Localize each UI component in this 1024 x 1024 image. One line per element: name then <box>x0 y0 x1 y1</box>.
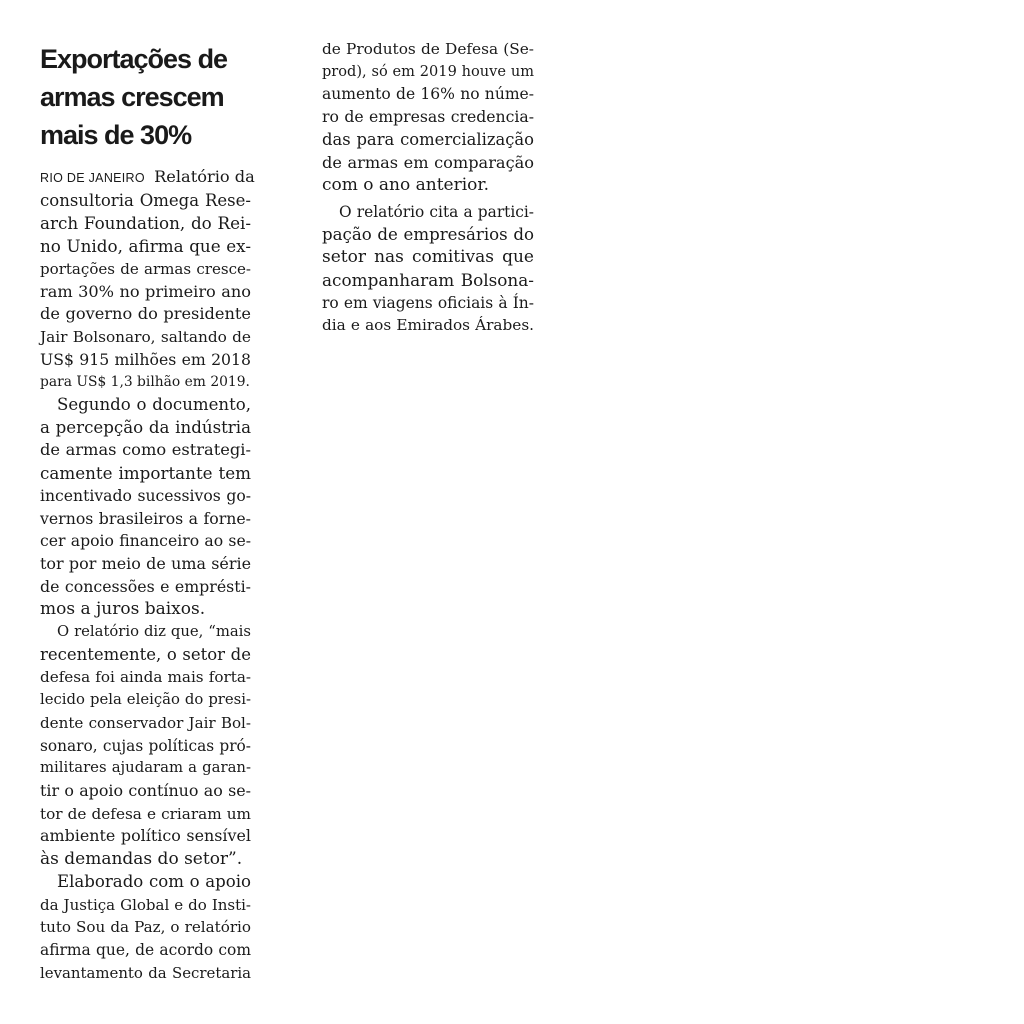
text-line: cer apoio financeiro ao se- <box>40 531 251 551</box>
text-line: ambiente político sensível <box>40 826 251 846</box>
text-line: às demandas do setor”. <box>40 849 243 870</box>
text-line: vernos brasileiros a forne- <box>40 508 251 528</box>
text-line: US$ 915 milhões em 2018 <box>40 349 251 369</box>
text-line: no Unido, afirma que ex- <box>40 236 251 257</box>
text-line: pação de empresários do <box>322 224 534 244</box>
article-column-1 <box>40 40 255 984</box>
text-line: de armas como estrategi- <box>40 440 251 460</box>
text-line: de concessões e emprésti- <box>40 576 251 596</box>
paragraph-6 <box>322 201 534 337</box>
text-line: setor nas comitivas que <box>322 247 534 268</box>
text-line: Segundo o documento, <box>57 395 251 415</box>
text-line: acompanharam Bolsona- <box>322 270 534 291</box>
text-line: prod), só em 2019 houve um <box>322 62 534 80</box>
text-line: defesa foi ainda mais forta- <box>40 668 251 687</box>
text-line: ram 30% no primeiro ano <box>40 281 251 301</box>
text-line: Elaborado com o apoio <box>57 871 251 891</box>
text-line: sonaro, cujas políticas pró- <box>40 736 251 755</box>
text-line: a percepção da indústria <box>40 417 251 437</box>
headline-line: mais de 30% <box>40 120 192 150</box>
paragraph-4 <box>40 871 251 985</box>
paragraph-5 <box>322 38 534 197</box>
text-line: tor por meio de uma série <box>40 553 251 573</box>
text-line: levantamento da Secretaria <box>40 963 251 982</box>
text-line: tor de defesa e criaram um <box>40 804 251 823</box>
headline-line: armas crescem <box>40 82 224 112</box>
text-line: afirma que, de acordo com <box>40 940 251 959</box>
paragraph-1 <box>40 166 255 394</box>
text-line: dente conservador Jair Bol- <box>40 713 251 732</box>
text-line: de governo do presidente <box>40 304 251 324</box>
headline <box>40 40 251 154</box>
text-line: RIO DE JANEIRO Relatório da <box>40 167 255 186</box>
text-line: aumento de 16% no núme- <box>322 85 534 104</box>
text-line: lecido pela eleição do presi- <box>40 691 251 709</box>
paragraph-2 <box>40 394 251 621</box>
text-line: ro de empresas credencia- <box>322 107 534 127</box>
text-line: portações de armas cresce- <box>40 259 251 278</box>
headline-line: Exportações de <box>40 44 228 74</box>
text-line: tir o apoio contínuo ao se- <box>40 780 251 800</box>
text-line: mos a juros baixos. <box>40 599 206 620</box>
dateline-kicker: RIO DE JANEIRO <box>40 171 145 185</box>
text-line: arch Foundation, do Rei- <box>40 213 251 234</box>
text-line: dia e aos Emirados Árabes. <box>322 316 534 335</box>
text-line: de armas em comparação <box>322 152 534 172</box>
text-line: de Produtos de Defesa (Se- <box>322 40 534 58</box>
text-line: para US$ 1,3 bilhão em 2019. <box>40 374 250 391</box>
text-line: militares ajudaram a garan- <box>40 759 251 777</box>
text-line: das para comercialização <box>322 129 534 149</box>
article-column-2 <box>322 38 534 337</box>
text-line: Jair Bolsonaro, saltando de <box>40 327 251 346</box>
text-line: da Justiça Global e do Insti- <box>40 895 251 914</box>
text-line: incentivado sucessivos go- <box>40 486 251 505</box>
text-line: recentemente, o setor de <box>40 644 251 664</box>
text-line: ro em viagens oficiais à Ín- <box>322 293 534 312</box>
text-line: tuto Sou da Paz, o relatório <box>40 918 251 937</box>
paragraph-3 <box>40 621 251 871</box>
text-line: O relatório cita a partici- <box>339 202 534 221</box>
text-line: com o ano anterior. <box>322 175 490 196</box>
text-line: O relatório diz que, “mais <box>57 623 251 641</box>
text-line: consultoria Omega Rese- <box>40 190 251 210</box>
text-line: camente importante tem <box>40 463 251 484</box>
